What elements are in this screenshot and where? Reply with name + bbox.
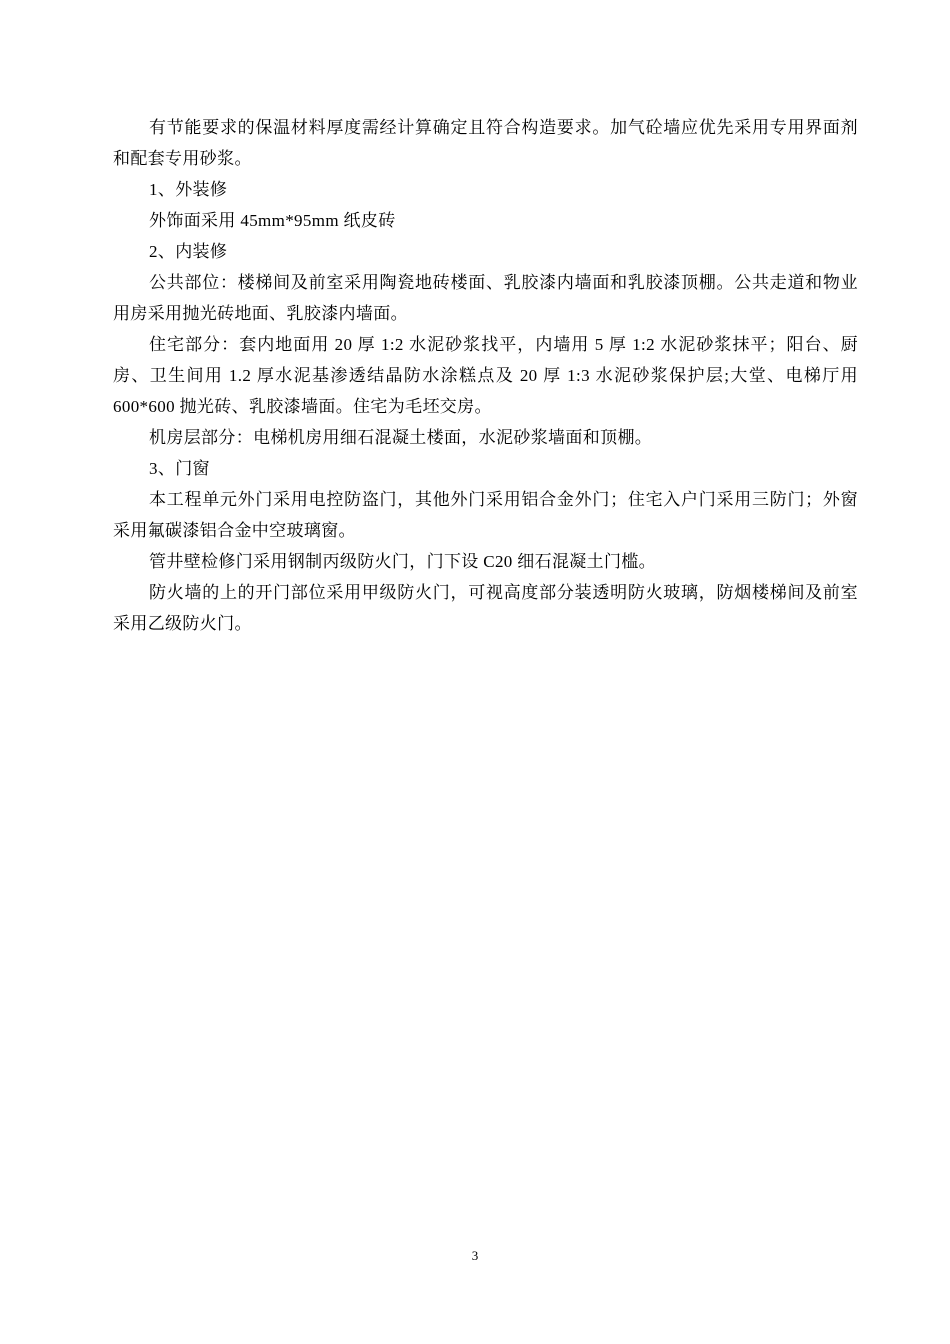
paragraph-machine-room: 机房层部分：电梯机房用细石混凝土楼面，水泥砂浆墙面和顶棚。 (149, 428, 653, 447)
paragraph-insulation: 有节能要求的保温材料厚度需经计算确定且符合构造要求。加气砼墙应优先采用专用界面剂和配套专用砂浆。 (113, 118, 858, 168)
paragraph-residential-areas: 住宅部分：套内地面用 20 厚 1:2 水泥砂浆找平，内墙用 5 厚 1:2 水泥砂浆抹平；阳台、厨房、卫生间用 1.2 厚水泥基渗透结晶防水涂糕点及 20 厚 1:3 水泥砂浆保护层;大堂、电梯厅用 600*600 抛光砖、乳胶漆墙面。住宅为毛坯交房。 (113, 335, 858, 416)
heading-interior-finish: 2、内装修 (149, 242, 228, 261)
document-body (113, 112, 858, 639)
paragraph-fire-doors: 防火墙的上的开门部位采用甲级防火门，可视高度部分装透明防火玻璃，防烟楼梯间及前室采用乙级防火门。 (113, 583, 858, 633)
paragraph-shaft-doors: 管井壁检修门采用钢制丙级防火门，门下设 C20 细石混凝土门槛。 (149, 552, 657, 571)
paragraph-public-areas: 公共部位：楼梯间及前室采用陶瓷地砖楼面、乳胶漆内墙面和乳胶漆顶棚。公共走道和物业用房采用抛光砖地面、乳胶漆内墙面。 (113, 273, 858, 323)
page-number: 3 (471, 1248, 479, 1263)
paragraph-doors-windows: 本工程单元外门采用电控防盗门，其他外门采用铝合金外门；住宅入户门采用三防门；外窗采用氟碳漆铝合金中空玻璃窗。 (113, 490, 858, 540)
heading-doors-windows: 3、门窗 (149, 459, 210, 478)
heading-exterior-finish: 1、外装修 (149, 180, 228, 199)
paragraph-exterior-finish: 外饰面采用 45mm*95mm 纸皮砖 (149, 211, 396, 230)
